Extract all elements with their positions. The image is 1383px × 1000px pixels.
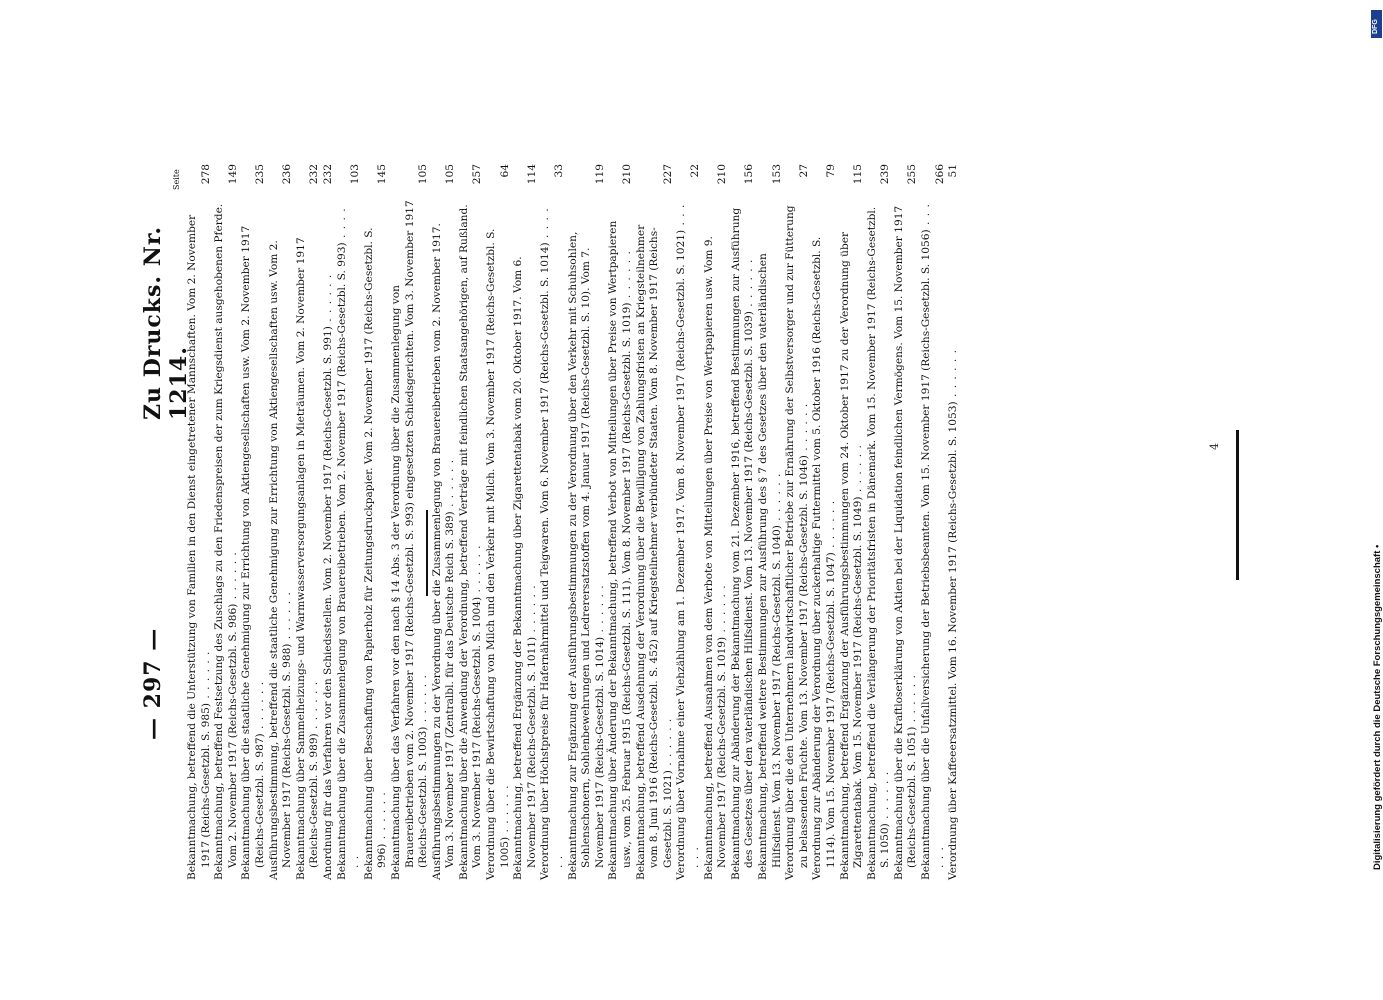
- entry-title: Bekanntmachung über die Kraftloserklärung von Aktien bei der Liquidation feindlichen Vermögens. Vom 15. November 1917 (Reichs-Gesetzbl. S. 1051): [892, 205, 919, 880]
- entry-page-number: 103: [349, 164, 362, 185]
- entry-title: Bekanntmachung, betreffend die Unterstützung von Familien in den Dienst eingetretener Mannschaften. Vom 2. November 1917 (Reichs-Gesetzbl. S. 985): [186, 214, 212, 880]
- index-entry: [811, 160, 838, 880]
- entry-page-number: 51: [947, 164, 960, 178]
- entry-page-number: 79: [824, 164, 837, 178]
- drucksache-number: Zu Drucks. Nr. 1214.: [140, 225, 192, 420]
- digitization-credit: [1372, 10, 1382, 990]
- index-entry: [512, 160, 539, 880]
- index-entry: [567, 160, 608, 880]
- index-entries: [186, 160, 961, 880]
- index-entry: [920, 160, 947, 880]
- leader-dots: . . . . . .: [947, 348, 960, 402]
- index-entry: [784, 160, 811, 880]
- entry-page-number: 153: [770, 164, 783, 185]
- leader-dots: . . . . . .: [471, 544, 484, 597]
- leader-dots: . . . . . .: [879, 770, 892, 824]
- entry-title: Bekanntmachung über das Verfahren vor den nach § 14 Abs. 3 der Verordnung über die Zusammenlegung von Brauereibetrieben vom 2. November 1917 (Reichs-Gesetzbl. S. 993) eingesetzten Schiedsgerichten. Vom 3. November 1917 (Reichs-Gesetzbl. S. 1003): [389, 200, 430, 880]
- entry-page-number: 278: [199, 164, 212, 185]
- index-entry: [431, 160, 458, 880]
- index-entry: [675, 160, 702, 880]
- entry-title: Verordnung zur Abänderung der Verordnung über zuckerhaltige Futtermittel vom 5. Oktober 1916 (Reichs-Gesetzbl. S. 1114). Vom 15. November 1917 (Reichs-Gesetzbl. S. 1047): [811, 236, 837, 880]
- entry-title: Bekanntmachung über Beschaffung von Papierholz für Zeitungsdruckpapier. Vom 2. November 1917 (Reichs-Gesetzbl. S. 996): [362, 227, 389, 880]
- entry-page-number: 33: [553, 164, 566, 178]
- index-entry: [730, 160, 757, 880]
- entry-title: Verordnung über Höchstpreise für Hafernährmittel und Teigwaren. Vom 6. November 1917 (Reichs-Gesetzbl. S. 1014): [539, 242, 552, 880]
- page-number: — 297 —: [140, 627, 166, 740]
- entry-title: Ausführungsbestimmungen zu der Verordnung über die Zusammenlegung von Brauereibetrieben vom 2. November 1917. Vom 3. November 1917 (Zentralbl. für das Deutsche Reich S. 389): [430, 223, 457, 880]
- index-entry: [839, 160, 866, 880]
- leader-dots: . . . . . .: [770, 472, 783, 526]
- entry-page-number: 210: [716, 164, 729, 185]
- leader-dots: . . . . . .: [675, 203, 701, 868]
- index-entry: [866, 160, 893, 880]
- entry-title: Bekanntmachung, betreffend Festsetzung des Zuschlags zu den Friedenspreisen der zum Kriegsdienst ausgehobenen Pferde. Vom 2. November 1917 (Reichs-Gesetzbl. S. 986): [213, 203, 239, 880]
- leader-dots: . . . . . .: [539, 207, 566, 868]
- separator-rule: [1236, 430, 1239, 580]
- index-entry: [703, 160, 730, 880]
- entry-page-number: 22: [688, 164, 701, 178]
- leader-dots: . . . . . .: [743, 258, 756, 312]
- entry-title: Bekanntmachung über die Zusammenlegung von Brauereibetrieben. Vom 2. November 1917 (Reichs-Gesetzbl. S. 993): [335, 242, 348, 880]
- leader-dots: . . . . . .: [199, 650, 212, 703]
- entry-page-number: 115: [852, 164, 865, 185]
- entry-title: Verordnung über die den Unternehmern landwirtschaftlicher Betriebe zur Ernährung der Selbstversorger und zur Fütterung zu belassenden Früchte. Vom 13. November 1917 (Reichs-Gesetzbl. S. 1046): [784, 205, 810, 880]
- seite-column-label: Seite: [172, 169, 181, 190]
- entry-title: Bekanntmachung über Änderung der Bekanntmachung, betreffend Verbot von Mitteilungen über Preise von Wertpapieren usw., vom 25. Februar 1915 (Reichs-Gesetzbl. S. 111). Vom 8. November 1917 (Reichs-Gesetzbl. S. 1019): [607, 220, 633, 880]
- entry-title: Bekanntmachung über die Anwendung der Verordnung, betreffend Verträge mit feindlichen Staatsangehörigen, auf Rußland. Vom 3. November 1917 (Reichs-Gesetzbl. S. 1004): [457, 204, 484, 880]
- entry-page-number: 149: [226, 164, 239, 185]
- leader-dots: . . . . . .: [226, 551, 239, 604]
- index-entry: [240, 160, 267, 880]
- entry-title: Bekanntmachung, betreffend Ausdehnung der Verordnung über die Bewilligung von Zahlungsfristen an Kriegsteilnehmer vom 8. Juni 1916 (Reichs-Gesetzbl. S. 452) auf Kriegsteilnehmer verbündeter Staaten. Vom 8. November 1917 (Reichs-Gesetzbl. S. 1021): [634, 224, 674, 880]
- entry-page-number: 210: [621, 164, 633, 185]
- index-entry: [458, 160, 485, 880]
- index-entry: [539, 160, 566, 880]
- entry-title: Verordnung über Vornahme einer Viehzählung am 1. Dezember 1917. Vom 8. November 1917 (Reichs-Gesetzbl. S. 1021): [675, 229, 688, 880]
- dfg-logo: [1371, 10, 1382, 38]
- entry-page-number: 156: [743, 164, 756, 185]
- entry-title: Verordnung über die Bewirtschaftung von Milch und den Verkehr mit Milch. Vom 3. November 1917 (Reichs-Gesetzbl. S. 1005): [485, 228, 511, 880]
- entry-title: Bekanntmachung, betreffend Ergänzung der Ausführungsbestimmungen vom 24. Oktober 1917 zu der Verordnung über Zigarettentabak. Vom 15. November 1917 (Reichs-Gesetzbl. S. 1049): [838, 231, 865, 880]
- leader-dots: . . . . . .: [797, 402, 810, 456]
- index-entry: [213, 160, 240, 880]
- index-entry: [322, 160, 336, 880]
- leader-dots: . . . . . .: [906, 674, 919, 727]
- leader-dots: . . . . . .: [253, 680, 266, 734]
- index-entry: [893, 160, 920, 880]
- entry-page-number: 239: [879, 164, 892, 185]
- leader-dots: . . . . . .: [417, 674, 430, 727]
- leader-dots: . . . . . .: [525, 584, 538, 637]
- index-entry: [336, 160, 363, 880]
- entry-title: Bekanntmachung, betreffend Ergänzung der Bekanntmachung über Zigarettentabak vom 20. Oktober 1917. Vom 6. November 1917 (Reichs-Gesetzbl. S. 1011): [512, 256, 538, 880]
- entry-title: Anordnung für das Verfahren vor den Schiedsstellen. Vom 2. November 1917 (Reichs-Gesetzbl. S. 991): [321, 326, 334, 880]
- entry-title: Bekanntmachung über Sammelheizungs- und Warmwasserversorgungsanlagen in Mieträumen. Vom 2. November 1917 (Reichs-Gesetzbl. S. 989): [294, 237, 321, 880]
- entry-title: Bekanntmachung zur Abänderung der Bekanntmachung vom 21. Dezember 1916, betreffend Bestimmungen zur Ausführung des Gesetzes über den vaterländischen Hilfsdienst. Vom 13. November 1917 (Reichs-Gesetzbl. S. 1039): [729, 207, 756, 880]
- entry-title: Bekanntmachung zur Ergänzung der Ausführungsbestimmungen zu der Verordnung über den Verkehr mit Schuhsohlen, Sohlenschonern, Sohlenbewehrungen und Ledrerersatzstoffen vom 4. Januar 1917 (Reichs-Gesetzbl. S. 10). Vom 7. November 1917 (Reichs-Gesetzbl. S. 1014): [566, 231, 606, 880]
- entry-page-number: 114: [525, 164, 538, 185]
- index-entry: [485, 160, 512, 880]
- index-entry: [635, 160, 676, 880]
- index-entry: [390, 160, 431, 880]
- entry-title: Bekanntmachung, betreffend weitere Bestimmungen zur Ausführung des § 7 des Gesetzes über den vaterländischen Hilfsdienst. Vom 13. November 1917 (Reichs-Gesetzbl. S. 1040): [756, 253, 783, 880]
- leader-dots: . . . . . .: [824, 499, 837, 553]
- entry-page-number: 145: [376, 164, 389, 185]
- footnote-mark: 4: [1208, 443, 1221, 450]
- entry-title: Bekanntmachung, betreffend die Verlängerung der Prioritätsfristen in Dänemark. Vom 15. November 1917 (Reichs-Gesetzbl. S. 1050): [865, 206, 892, 880]
- index-entry: [186, 160, 213, 880]
- entry-page-number: 232: [321, 164, 334, 185]
- entry-page-number: 257: [471, 164, 484, 185]
- entry-page-number: 119: [593, 164, 606, 185]
- credit-text: Digitalisierung gefördert durch die Deutsche Forschungsgemeinschaft •: [1372, 544, 1383, 870]
- entry-title: Bekanntmachung, betreffend Ausnahmen von dem Verbote von Mitteilungen über Preise von Wertpapieren usw. Vom 9. November 1917 (Reichs-Gesetzbl. S. 1019): [702, 236, 729, 880]
- leader-dots: . . . . . .: [593, 584, 606, 637]
- leader-dots: . . . . . .: [321, 273, 334, 327]
- rotated-document-page: [130, 160, 1230, 880]
- leader-dots: . . . . . .: [621, 250, 633, 303]
- index-entry: [607, 160, 634, 880]
- entry-page-number: 27: [797, 164, 810, 178]
- entry-page-number: 232: [308, 164, 321, 185]
- entry-page-number: 255: [906, 164, 919, 185]
- entry-page-number: 235: [253, 164, 266, 185]
- entry-title: Bekanntmachung über die Unfallversicherung der Betriebsbeamten. Vom 15. November 1917 (Reichs-Gesetzbl. S. 1056): [920, 229, 933, 880]
- entry-page-number: 266: [933, 164, 946, 185]
- index-entry: [268, 160, 295, 880]
- leader-dots: . . . . . .: [852, 444, 865, 497]
- leader-dots: . . . . . .: [716, 584, 729, 637]
- index-entry: [757, 160, 784, 880]
- index-entry: [295, 160, 322, 880]
- leader-dots: . . . . . .: [498, 784, 511, 837]
- entry-page-number: 105: [444, 164, 457, 185]
- entry-title: Verordnung über Kaffeeersatzmittel. Vom 16. November 1917 (Reichs-Gesetzbl. S. 1053): [947, 401, 960, 880]
- leader-dots: . . . . . .: [444, 458, 457, 512]
- page-header: [130, 160, 190, 880]
- entry-page-number: 227: [661, 164, 674, 185]
- leader-dots: . . . . . .: [920, 203, 946, 868]
- leader-dots: . . . . . .: [376, 791, 389, 844]
- index-entry: [947, 160, 961, 880]
- entry-title: Ausführungsbestimmung, betreffend die staatliche Genehmigung zur Errichtung von Aktiengesellschaften usw. Vom 2. November 1917 (Reichs-Gesetzbl. S. 988): [267, 240, 294, 880]
- separator-rule: [426, 510, 428, 596]
- entry-page-number: 105: [417, 164, 430, 185]
- leader-dots: . . . . . .: [335, 207, 362, 868]
- dfg-logo-text: DFG: [1372, 19, 1379, 34]
- index-entry: [363, 160, 390, 880]
- entry-page-number: 236: [281, 164, 294, 185]
- entry-page-number: 64: [498, 164, 511, 178]
- entry-title: Bekanntmachung über die staatliche Genehmigung zur Errichtung von Aktiengesellschaften usw. Vom 2. November 1917 (Reichs-Gesetzbl. S. 987): [240, 225, 266, 880]
- leader-dots: . . . . . .: [281, 591, 294, 644]
- leader-dots: . . . . . .: [308, 680, 321, 734]
- leader-dots: . . . . . .: [661, 717, 674, 771]
